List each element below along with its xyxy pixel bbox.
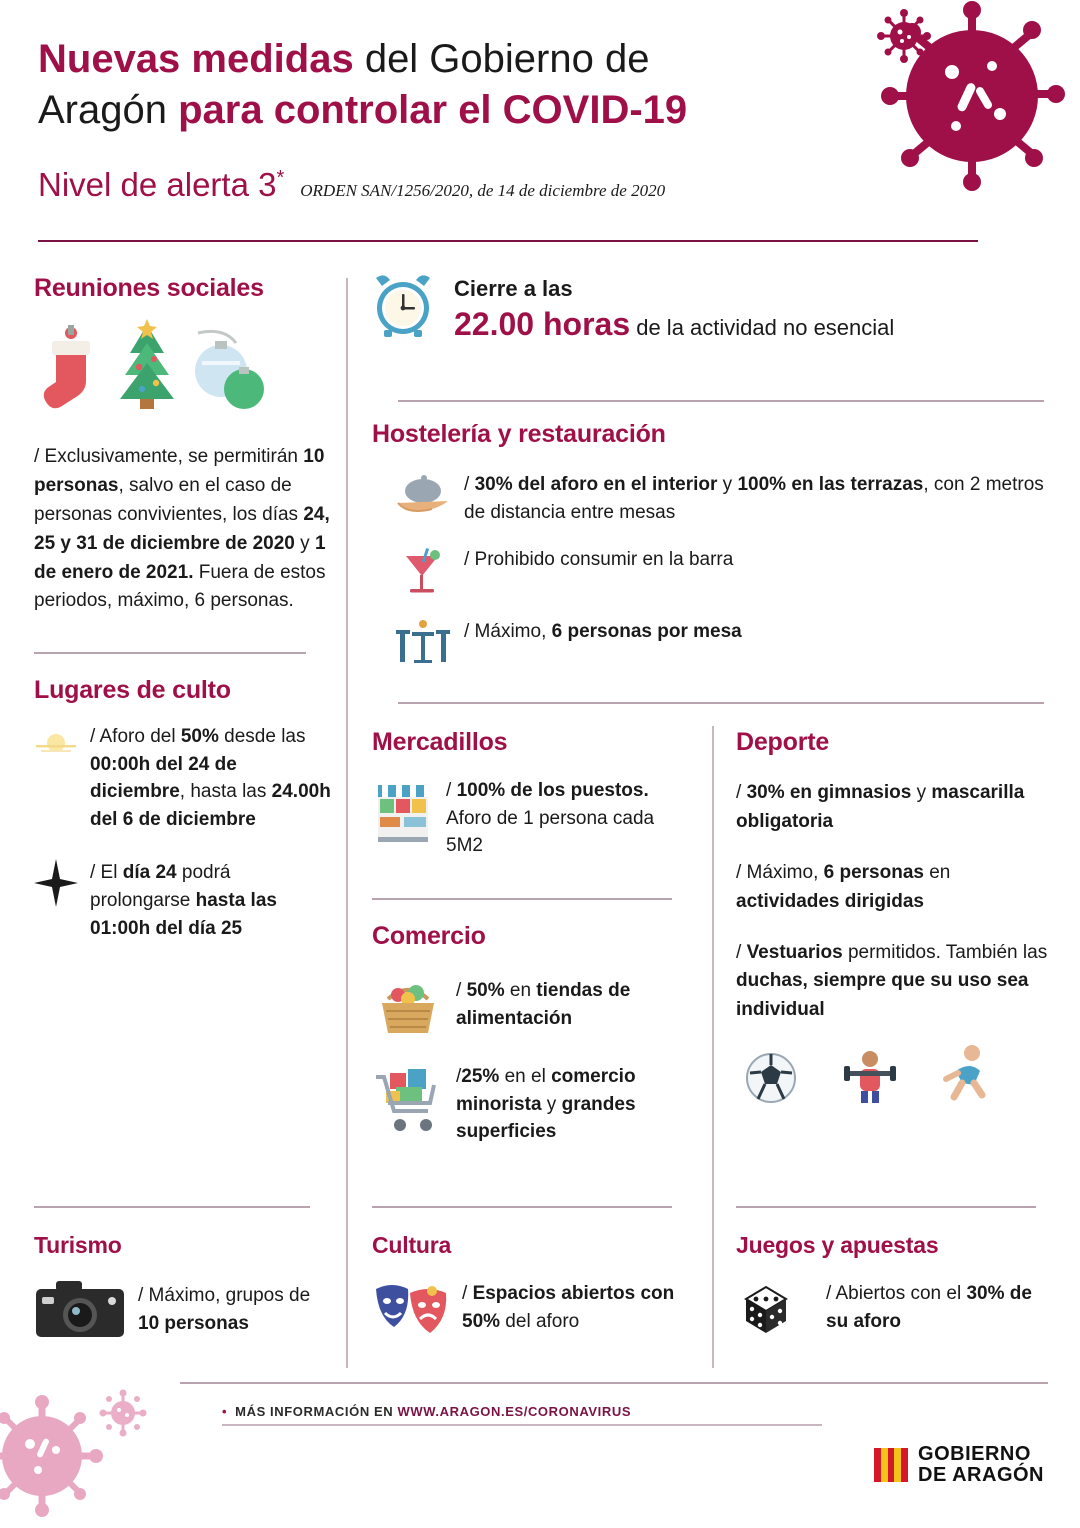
footer-info xyxy=(222,1404,631,1419)
cocktail-icon xyxy=(394,546,452,598)
dp6: en xyxy=(923,861,951,883)
deporte-item-1 xyxy=(736,779,1052,837)
title-highlight-2: para controlar el COVID-19 xyxy=(178,88,688,133)
closing-rest: de la actividad no esencial xyxy=(630,315,895,340)
dp8: / xyxy=(736,941,747,963)
comercio-item-2 xyxy=(372,1063,702,1146)
t0: / Exclusivamente, se permitirán xyxy=(34,446,304,467)
comercio-item-1 xyxy=(372,977,702,1039)
alert-level-text: Nivel de alerta 3 xyxy=(38,166,277,203)
gov-line-1: GOBIERNO xyxy=(918,1443,1031,1465)
hosteleria-item-3-text xyxy=(464,618,742,646)
coronavirus-illustration-small xyxy=(876,8,932,64)
hosteleria-item-2-text xyxy=(464,546,733,574)
h5: / Prohibido consumir en la barra xyxy=(464,549,734,571)
header xyxy=(0,0,1080,248)
section-deporte xyxy=(736,728,1052,1105)
culto-item-2-text xyxy=(90,859,334,942)
juegos-text xyxy=(826,1280,1052,1335)
c5: 24.00h del 6 de diciembre xyxy=(90,781,331,830)
culto-item-2 xyxy=(34,859,334,942)
divider-under-hosteleria xyxy=(398,702,1044,704)
table-chairs-icon xyxy=(394,618,452,666)
gov-line-2: DE ARAGÓN xyxy=(918,1464,1044,1486)
footer-label: MÁS INFORMACIÓN EN xyxy=(235,1404,398,1419)
culto-item-1-text xyxy=(90,723,334,833)
co3: tiendas de alimentación xyxy=(456,980,631,1029)
section-title-comercio: Comercio xyxy=(372,922,486,950)
dp3: mascarilla obligatoria xyxy=(736,782,1025,832)
dp7: actividades dirigidas xyxy=(736,890,924,912)
cultura-item xyxy=(372,1277,702,1339)
d1: día 24 xyxy=(122,862,177,884)
mercadillos-item xyxy=(372,777,692,860)
section-title-culto: Lugares de culto xyxy=(34,676,231,705)
dp5: 6 personas xyxy=(823,861,924,883)
m2: Aforo de 1 persona cada 5M2 xyxy=(446,807,655,857)
dp9: Vestuarios xyxy=(746,941,843,963)
co9: grandes superficies xyxy=(456,1093,636,1143)
weightlifting-icon xyxy=(842,1047,898,1105)
section-title-mercadillos: Mercadillos xyxy=(372,728,508,756)
h3: 100% en las terrazas xyxy=(737,474,924,495)
section-title-juegos: Juegos y apuestas xyxy=(736,1232,939,1258)
sunrise-icon xyxy=(34,723,78,753)
header-divider xyxy=(38,240,978,242)
christmas-stocking-icon xyxy=(38,323,104,419)
c0: / Aforo del xyxy=(90,726,181,748)
footer-divider xyxy=(180,1382,1048,1384)
h4: , con 2 metros de distancia entre mesas xyxy=(464,474,1044,523)
dp1: 30% en gimnasios xyxy=(746,782,912,803)
christmas-bauble-icon xyxy=(190,323,264,419)
title-plain-1: del Gobierno de xyxy=(353,37,650,81)
closing-line-1: Cierre a las xyxy=(454,276,573,301)
section-turismo xyxy=(34,1232,334,1363)
shopping-cart-icon xyxy=(372,1063,444,1137)
section-comercio xyxy=(372,922,702,1166)
title-highlight-1: Nuevas medidas xyxy=(38,37,354,81)
cu2: del aforo xyxy=(500,1311,580,1332)
c1: 50% xyxy=(180,726,219,748)
government-logo xyxy=(874,1444,1044,1486)
footer-subdivider xyxy=(222,1424,822,1426)
divider-under-closing xyxy=(398,400,1044,402)
t6: Fuera de estos periodos, máximo, 6 personas. xyxy=(34,561,326,612)
m1: 100% de los puestos. xyxy=(456,780,649,801)
dp0: / xyxy=(736,782,747,803)
co0: / xyxy=(456,980,467,1001)
camera-icon xyxy=(34,1277,126,1343)
h1: 30% del aforo en el interior xyxy=(474,474,718,495)
theater-masks-icon xyxy=(372,1277,450,1339)
t3: 24, 25 y 31 de diciembre de 2020 xyxy=(34,503,330,554)
left-column xyxy=(34,274,334,962)
title-plain-2: Aragón xyxy=(38,88,179,133)
t5: 1 de enero de 2021. xyxy=(34,532,326,583)
co5: 25% xyxy=(461,1066,500,1087)
running-icon xyxy=(942,1043,992,1105)
alert-level-row xyxy=(38,166,665,204)
h0: / xyxy=(464,474,475,495)
d0: / El xyxy=(90,862,123,884)
footer-url[interactable]: WWW.ARAGON.ES/CORONAVIRUS xyxy=(397,1404,632,1419)
dp10: permitidos xyxy=(842,941,936,963)
section-title-reuniones: Reuniones sociales xyxy=(34,274,264,302)
reuniones-icons xyxy=(38,319,334,419)
christmas-tree-icon xyxy=(112,319,182,419)
comercio-item-2-text xyxy=(456,1063,702,1146)
divider-left-2 xyxy=(34,1206,310,1208)
m0: / xyxy=(446,780,457,801)
culto-item-1 xyxy=(34,723,334,833)
co2: en xyxy=(504,980,537,1001)
coronavirus-illustration-footer-small xyxy=(98,1388,148,1438)
footer-bullet: • xyxy=(222,1404,228,1419)
cu1: Espacios abiertos con 50% xyxy=(462,1283,675,1332)
ju0: / Abiertos con el xyxy=(826,1283,967,1305)
turismo-item xyxy=(34,1277,334,1343)
shopping-basket-icon xyxy=(372,977,444,1039)
h2: y xyxy=(717,474,738,495)
column-divider-left xyxy=(346,278,348,1368)
divider-under-deporte xyxy=(736,1206,1036,1208)
section-title-cultura: Cultura xyxy=(372,1232,452,1258)
section-juegos xyxy=(736,1232,1052,1359)
c3: 00:00h del 24 de diciembre xyxy=(90,753,237,803)
c4: , hasta las xyxy=(179,781,272,803)
t2: , salvo en el caso de personas convivientes, los días xyxy=(34,474,304,525)
dp12: duchas, siempre que su uso sea individual xyxy=(736,970,1029,1021)
closing-time-block xyxy=(372,272,1044,343)
divider-under-mercadillos xyxy=(372,898,672,900)
dp4: / Máximo, xyxy=(736,861,824,883)
order-reference: ORDEN SAN/1256/2020, de 14 de diciembre de 2020 xyxy=(300,181,666,200)
deporte-item-3 xyxy=(736,939,1052,1026)
deporte-item-2 xyxy=(736,859,1052,917)
tu0: / Máximo, grupos de xyxy=(138,1285,311,1307)
t1: 10 personas xyxy=(34,446,325,496)
dp11: . También las xyxy=(935,941,1048,963)
comercio-item-1-text xyxy=(456,977,702,1032)
section-title-hosteleria: Hostelería y restauración xyxy=(372,420,666,448)
column-divider-right xyxy=(712,726,714,1368)
deporte-icons xyxy=(744,1043,1052,1105)
h7: 6 personas por mesa xyxy=(551,621,742,643)
closing-time-text xyxy=(454,272,894,343)
co8: y xyxy=(541,1093,562,1115)
closing-hours: 22.00 horas xyxy=(454,306,631,342)
dp2: y xyxy=(911,782,932,803)
ju1: 30% de su aforo xyxy=(826,1283,1032,1332)
c2: desde las xyxy=(218,726,306,748)
mercadillos-text xyxy=(446,777,692,860)
t4: y xyxy=(294,532,315,554)
cu0: / xyxy=(462,1283,473,1305)
market-stall-icon xyxy=(372,777,434,845)
co6: en el xyxy=(499,1066,552,1087)
co7: comercio minorista xyxy=(456,1066,636,1115)
divider-left-1 xyxy=(34,652,306,654)
co1: 50% xyxy=(466,980,505,1001)
turismo-text xyxy=(138,1282,334,1337)
cultura-text xyxy=(462,1280,702,1335)
alert-level-asterisk: * xyxy=(276,167,285,189)
page-title xyxy=(38,34,878,136)
d3: hasta las 01:00h del día 25 xyxy=(90,889,277,939)
tu1: 10 personas xyxy=(138,1313,249,1334)
government-logo-text xyxy=(918,1444,1044,1486)
h6: / Máximo, xyxy=(464,621,552,643)
alert-level xyxy=(38,166,284,204)
dice-icon xyxy=(736,1277,814,1339)
closing-line-2 xyxy=(454,306,894,343)
co4: / xyxy=(456,1066,462,1087)
soccer-ball-icon xyxy=(744,1051,798,1105)
hosteleria-item-1 xyxy=(394,471,1044,526)
d2: podrá prolongarse xyxy=(90,862,231,911)
hosteleria-item-3 xyxy=(394,618,1044,666)
juegos-item xyxy=(736,1277,1052,1339)
divider-under-comercio xyxy=(372,1206,672,1208)
reuniones-text xyxy=(34,443,334,616)
section-mercadillos xyxy=(372,728,692,880)
section-hosteleria xyxy=(372,420,1044,686)
section-title-turismo: Turismo xyxy=(34,1232,122,1258)
aragon-flag-icon xyxy=(874,1448,908,1482)
star-sparkle-icon xyxy=(34,859,78,907)
hosteleria-item-1-text xyxy=(464,471,1044,526)
food-service-tray-icon xyxy=(394,471,452,523)
section-cultura xyxy=(372,1232,702,1359)
alarm-clock-icon xyxy=(372,272,434,338)
section-title-deporte: Deporte xyxy=(736,728,830,756)
hosteleria-item-2 xyxy=(394,546,1044,598)
